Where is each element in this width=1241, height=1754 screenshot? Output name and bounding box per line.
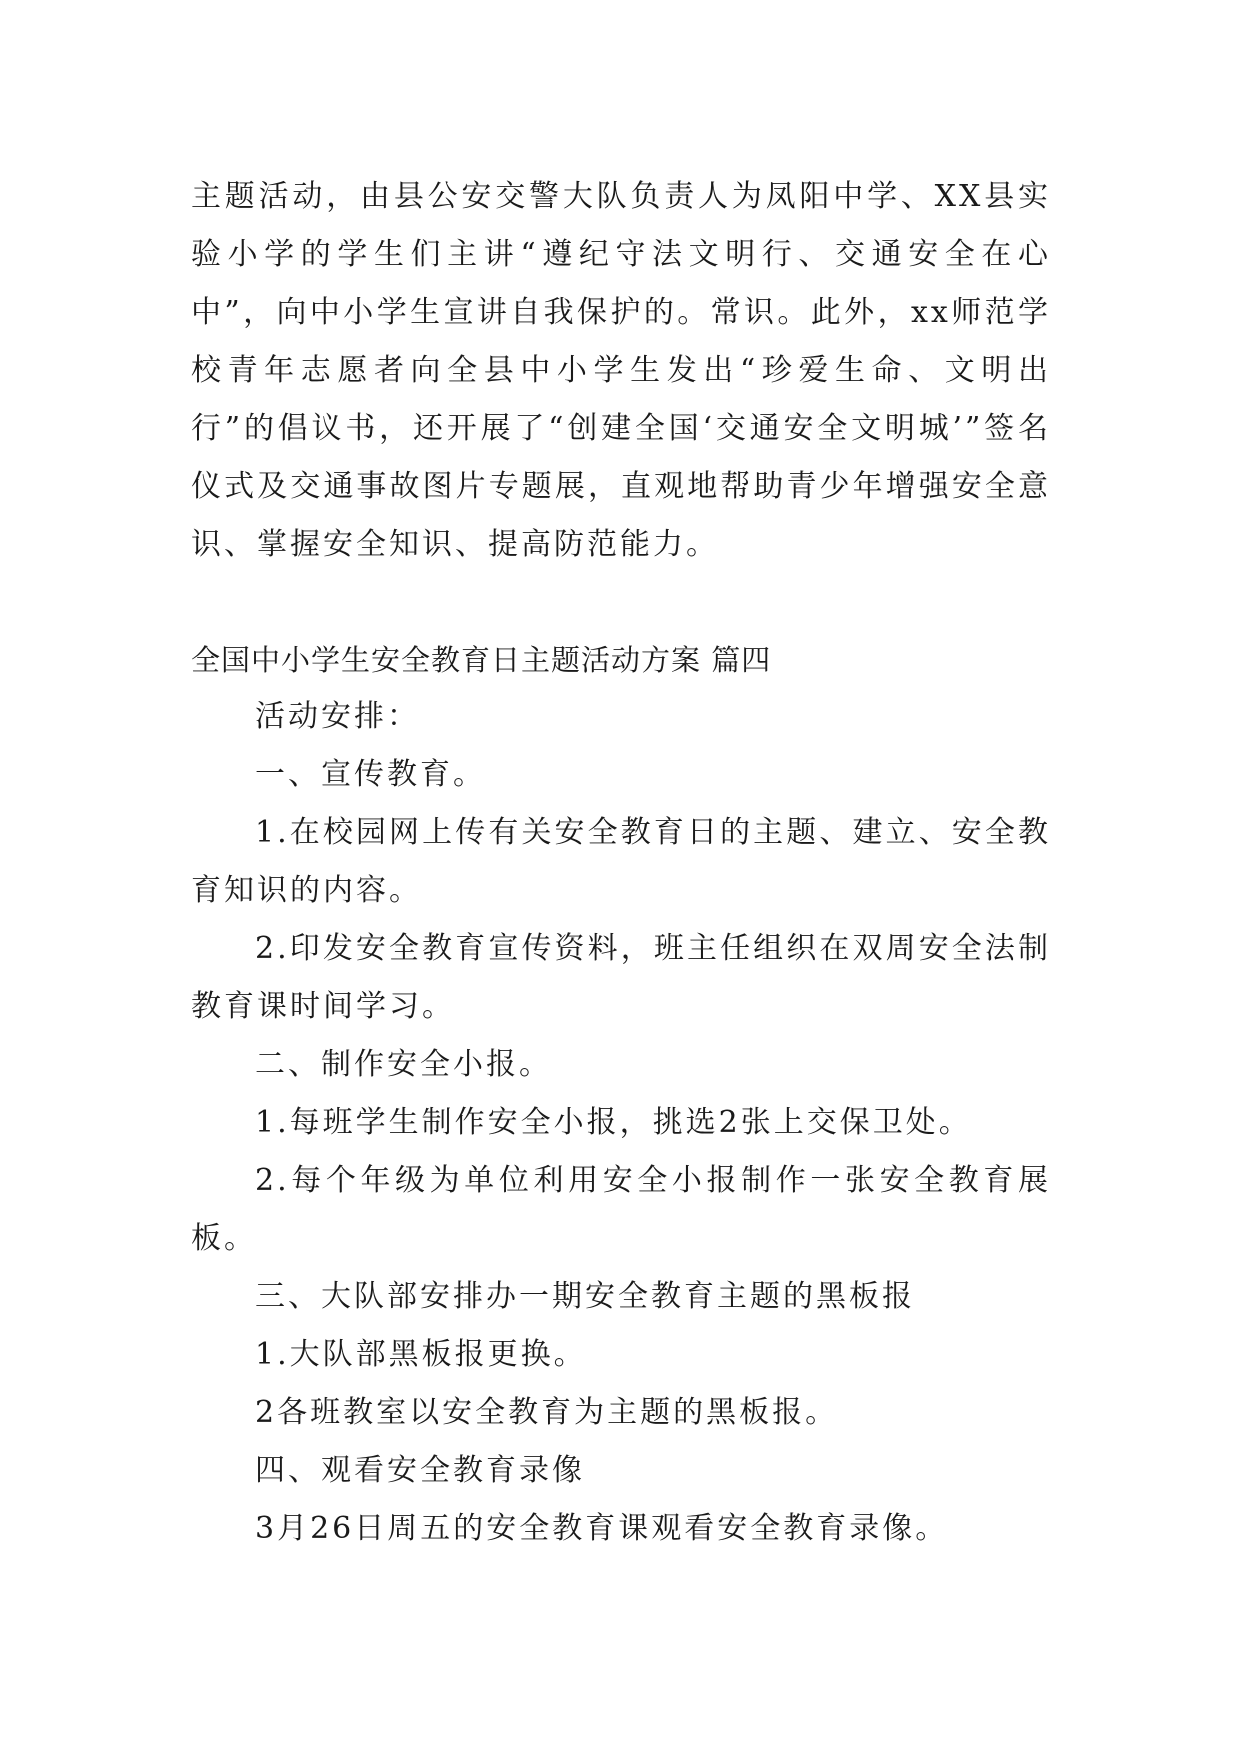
document-body [191, 168, 1051, 1558]
item-blackboard-newspaper: 三、大队部安排办一期安全教育主题的黑板报 [255, 1279, 915, 1314]
activity-arrangement-label: 活动安排： [255, 699, 420, 734]
subitem-campus-website: 1.在校园网上传有关安全教育日的主题、建立、安全教育知识的内容。 [191, 815, 1051, 908]
subitem-class-newsletter: 1.每班学生制作安全小报，挑选2张上交保卫处。 [255, 1105, 972, 1140]
section-title: 全国中小学生安全教育日主题活动方案 篇四 [191, 643, 772, 677]
subitem-grade-display-board: 2.每个年级为单位利用安全小报制作一张安全教育展板。 [191, 1163, 1051, 1256]
item-publicity-education: 一、宣传教育。 [255, 757, 486, 792]
intro-paragraph: 主题活动，由县公安交警大队负责人为凤阳中学、XX县实验小学的学生们主讲“遵纪守法文明行、交通安全在心中”，向中小学生宣讲自我保护的。常识。此外，xx师范学校青年志愿者向全县中小学生发出“珍爱生命、文明出行”的倡议书，还开展了“创建全国‘交通安全文明城’”签名仪式及交通事故图片专题展，直观地帮助青少年增强安全意识、掌握安全知识、提高防范能力。 [191, 179, 1051, 562]
subitem-classroom-blackboard: 2各班教室以安全教育为主题的黑板报。 [255, 1395, 839, 1430]
subitem-video-schedule: 3月26日周五的安全教育课观看安全教育录像。 [255, 1511, 949, 1546]
item-safety-newsletter: 二、制作安全小报。 [255, 1047, 552, 1082]
item-watch-video: 四、观看安全教育录像 [255, 1453, 585, 1488]
subitem-print-materials: 2.印发安全教育宣传资料，班主任组织在双周安全法制教育课时间学习。 [191, 931, 1051, 1024]
subitem-blackboard-replace: 1.大队部黑板报更换。 [255, 1337, 587, 1372]
